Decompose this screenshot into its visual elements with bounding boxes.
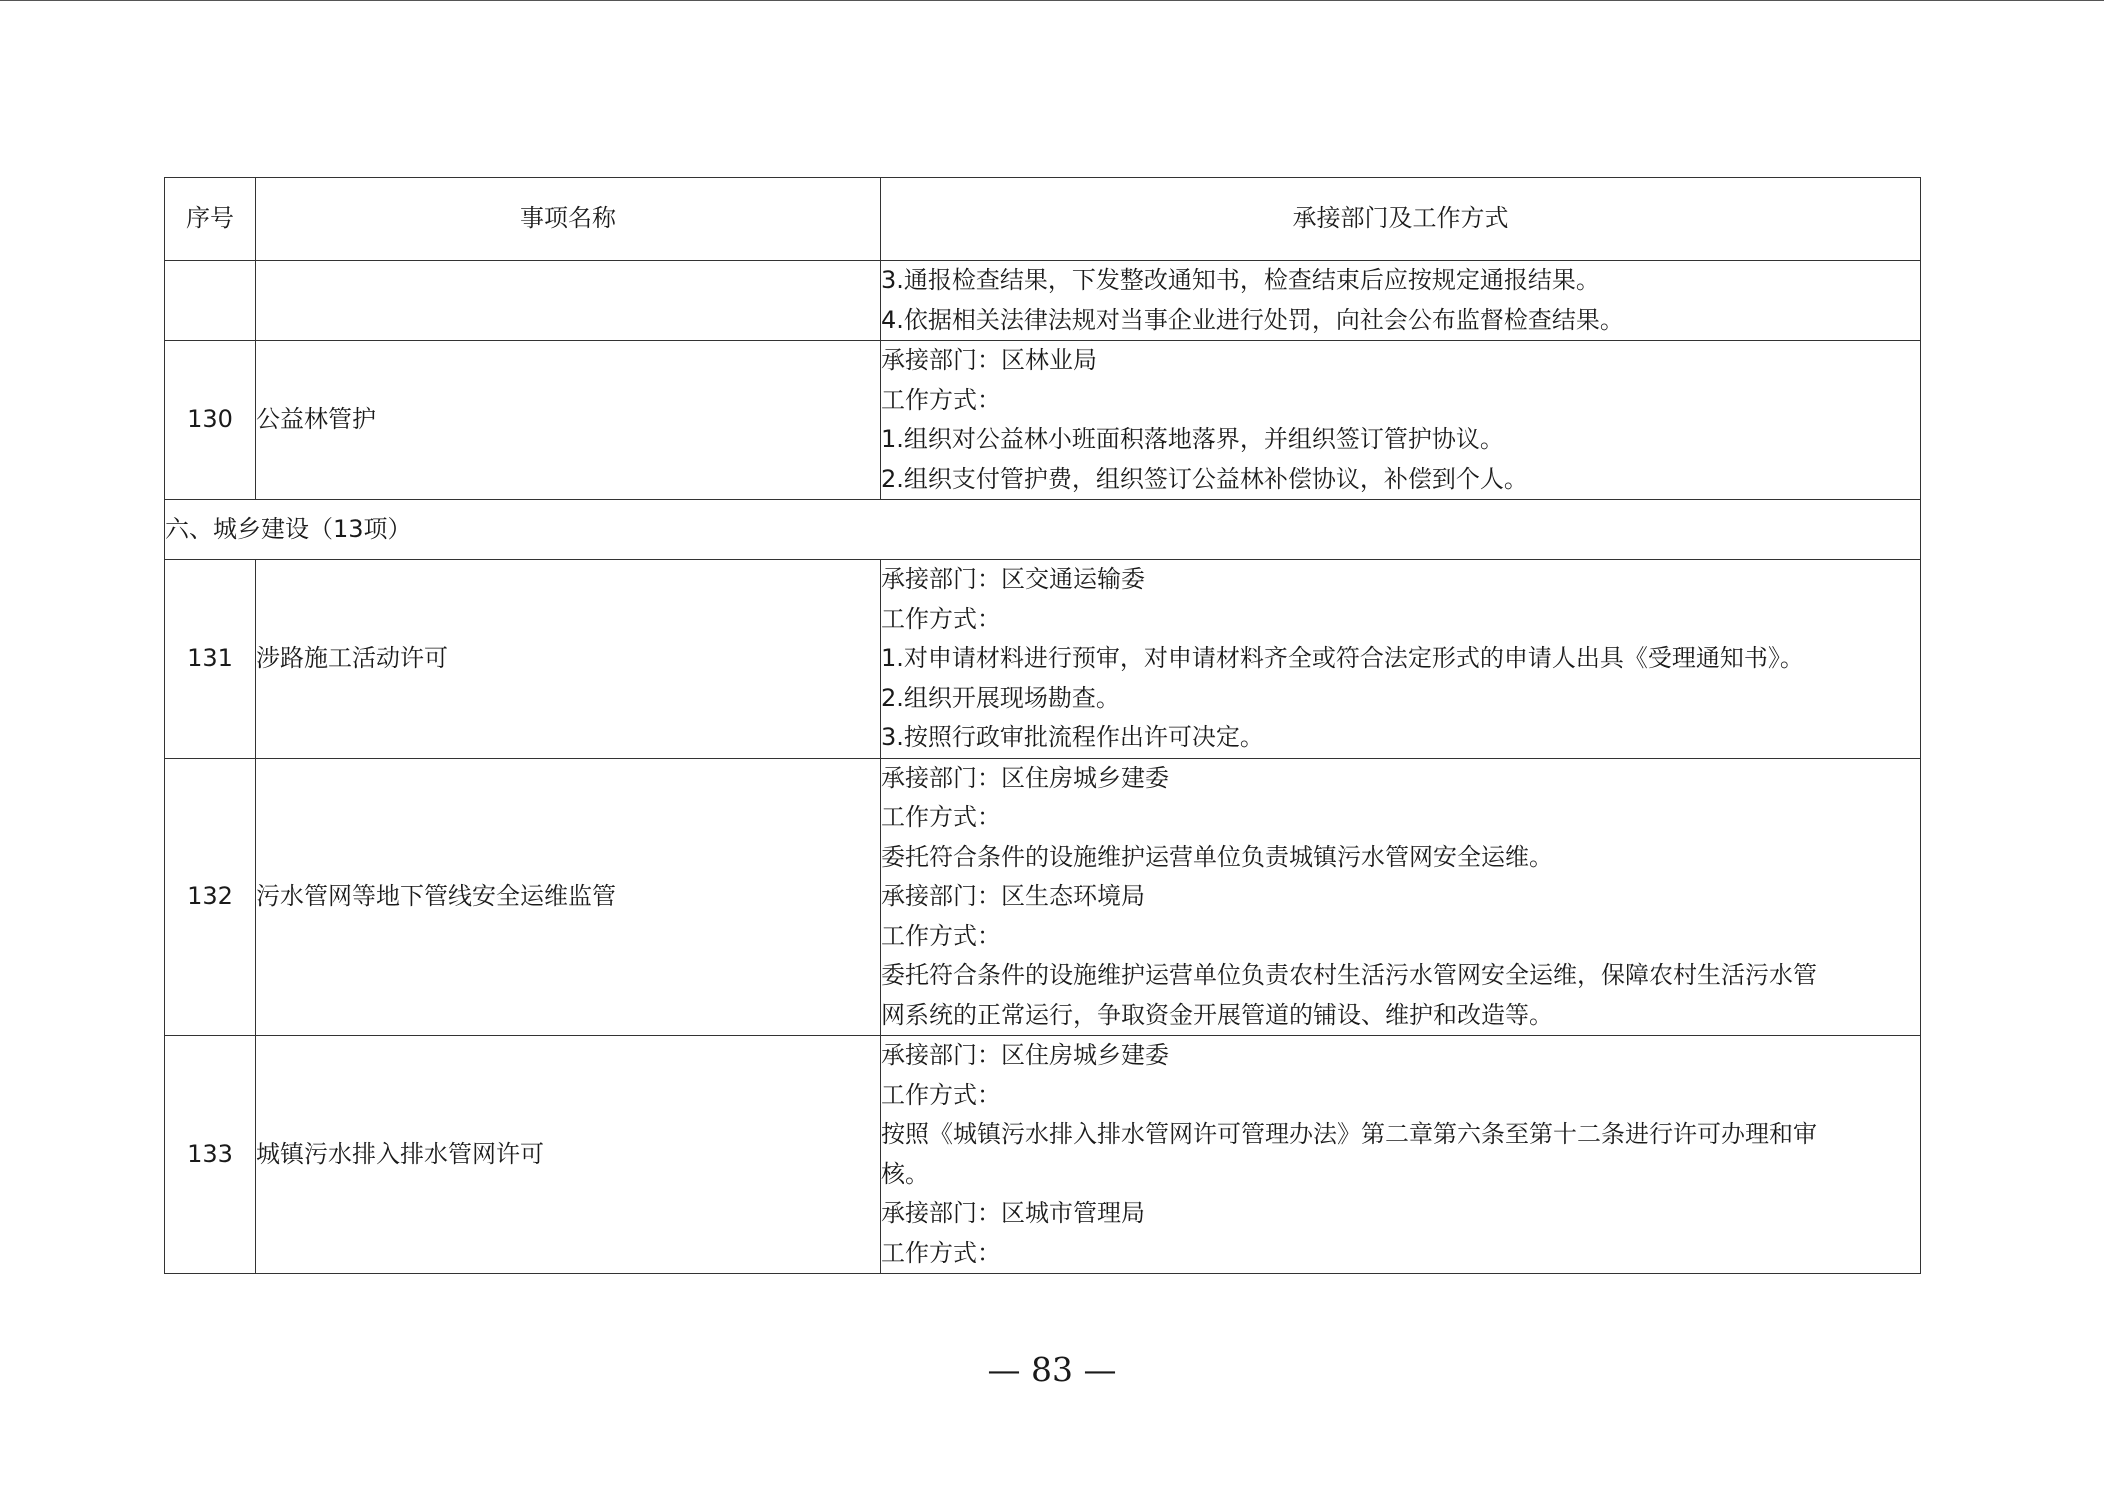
detail-line: 核。 xyxy=(881,1159,929,1188)
detail-line: 3.按照行政审批流程作出许可决定。 xyxy=(881,723,1264,751)
detail-line: 1.对申请材料进行预审，对申请材料齐全或符合法定形式的申请人出具《受理通知书》。 xyxy=(881,644,1804,672)
detail-line: 承接部门：区住房城乡建委 xyxy=(881,1041,1169,1069)
detail-line: 工作方式： xyxy=(881,1238,1001,1267)
detail-line: 工作方式： xyxy=(881,1080,1001,1109)
table-row xyxy=(165,560,1921,759)
table-header-row xyxy=(165,178,1921,261)
item-number: 133 xyxy=(165,1036,256,1274)
section-title: 六、城乡建设（13项） xyxy=(165,500,1921,560)
item-number: 131 xyxy=(165,560,256,759)
detail-line: 工作方式： xyxy=(881,921,1001,950)
items-table xyxy=(164,177,1921,1274)
detail-line: 委托符合条件的设施维护运营单位负责城镇污水管网安全运维。 xyxy=(881,842,1553,871)
detail-line: 1.组织对公益林小班面积落地落界，并组织签订管护协议。 xyxy=(881,425,1504,453)
detail-line: 承接部门：区交通运输委 xyxy=(881,565,1145,593)
detail-line: 4.依据相关法律法规对当事企业进行处罚，向社会公布监督检查结果。 xyxy=(881,305,1624,334)
detail-line: 工作方式： xyxy=(881,604,1001,633)
item-name: 涉路施工活动许可 xyxy=(256,560,881,759)
detail-line: 工作方式： xyxy=(881,803,1001,831)
item-detail xyxy=(881,261,1921,341)
table-body xyxy=(165,261,1921,1274)
header-number: 序号 xyxy=(165,178,256,261)
item-name xyxy=(256,261,881,341)
header-department-method: 承接部门及工作方式 xyxy=(881,178,1921,261)
detail-line: 按照《城镇污水排入排水管网许可管理办法》第二章第六条至第十二条进行许可办理和审 xyxy=(881,1120,1817,1148)
detail-line: 承接部门：区住房城乡建委 xyxy=(881,763,1169,792)
detail-line: 工作方式： xyxy=(881,385,1001,414)
table-row xyxy=(165,758,1921,1036)
detail-line: 2.组织开展现场勘查。 xyxy=(881,683,1120,712)
section-row xyxy=(165,500,1921,560)
detail-line: 网系统的正常运行，争取资金开展管道的铺设、维护和改造等。 xyxy=(881,1000,1553,1029)
item-name: 城镇污水排入排水管网许可 xyxy=(256,1036,881,1274)
table-row xyxy=(165,1036,1921,1274)
item-number: 132 xyxy=(165,758,256,1036)
table-row xyxy=(165,261,1921,341)
detail-line: 2.组织支付管护费，组织签订公益林补偿协议，补偿到个人。 xyxy=(881,464,1528,493)
item-detail xyxy=(881,1036,1921,1274)
item-detail xyxy=(881,758,1921,1036)
detail-line: 承接部门：区生态环境局 xyxy=(881,882,1145,910)
page-number: — 83 — xyxy=(987,1350,1117,1389)
detail-line: 3.通报检查结果，下发整改通知书，检查结束后应按规定通报结果。 xyxy=(881,266,1600,294)
detail-line: 承接部门：区城市管理局 xyxy=(881,1199,1145,1227)
page-top-border xyxy=(0,0,2104,1)
table-row xyxy=(165,341,1921,500)
item-detail xyxy=(881,341,1921,500)
header-item-name: 事项名称 xyxy=(256,178,881,261)
item-name: 公益林管护 xyxy=(256,341,881,500)
item-name: 污水管网等地下管线安全运维监管 xyxy=(256,758,881,1036)
item-number xyxy=(165,261,256,341)
detail-line: 承接部门：区林业局 xyxy=(881,346,1097,374)
item-detail xyxy=(881,560,1921,759)
item-number: 130 xyxy=(165,341,256,500)
detail-line: 委托符合条件的设施维护运营单位负责农村生活污水管网安全运维，保障农村生活污水管 xyxy=(881,961,1817,989)
